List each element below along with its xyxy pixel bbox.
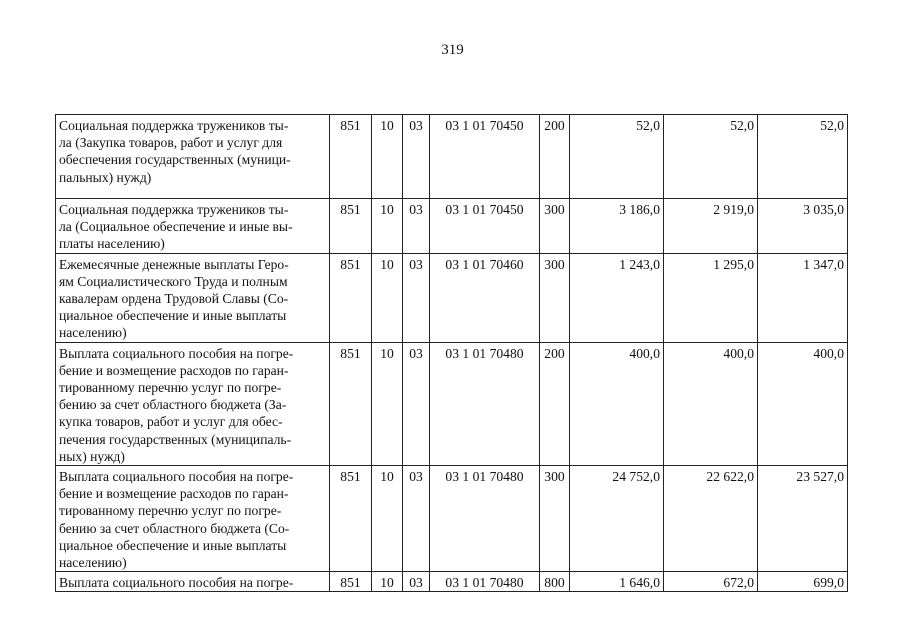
table-row <box>56 115 848 199</box>
description-line: Социальная поддержка тружеников ты- <box>59 202 289 217</box>
admin-code: 851 <box>330 572 372 592</box>
admin-code: 851 <box>330 199 372 254</box>
amount-year-2: 400,0 <box>664 342 758 465</box>
amount-year-2: 22 622,0 <box>664 466 758 572</box>
description-line: Выплата социального пособия на погре- <box>59 345 294 361</box>
subsection-code: 03 <box>403 466 430 572</box>
amount-year-1: 52,0 <box>570 115 664 199</box>
description-line: купка товаров, работ и услуг для обес- <box>59 414 283 430</box>
expense-description <box>56 199 330 254</box>
target-article-code: 03 1 01 70450 <box>430 115 540 199</box>
description-line: бение и возмещение расходов по гаран- <box>59 362 289 378</box>
expense-kind-code: 300 <box>540 466 570 572</box>
description-line: Выплата социального пособия на погре- <box>59 575 294 591</box>
description-line: платы населению) <box>59 236 165 252</box>
description-line: населению) <box>59 555 127 571</box>
subsection-code: 03 <box>403 199 430 254</box>
description-line: Социальная поддержка тружеников ты- <box>59 118 289 133</box>
table-row <box>56 253 848 342</box>
section-code: 10 <box>372 466 403 572</box>
amount-year-3: 23 527,0 <box>758 466 848 572</box>
amount-year-2: 1 295,0 <box>664 253 758 342</box>
description-line: бению за счет областного бюджета (За- <box>59 397 287 413</box>
section-code: 10 <box>372 199 403 254</box>
description-line: Выплата социального пособия на погре- <box>59 469 294 485</box>
description-line: ям Социалистического Труда и полным <box>59 273 288 289</box>
amount-year-1: 24 752,0 <box>570 466 664 572</box>
target-article-code: 03 1 01 70480 <box>430 342 540 465</box>
table-row <box>56 342 848 465</box>
table-row <box>56 466 848 572</box>
section-code: 10 <box>372 115 403 199</box>
description-line: тированному перечню услуг по погре- <box>59 503 282 519</box>
expense-description <box>56 115 330 199</box>
table-row <box>56 199 848 254</box>
expense-kind-code: 300 <box>540 253 570 342</box>
section-code: 10 <box>372 342 403 465</box>
description-line: бение и возмещение расходов по гаран- <box>59 486 289 502</box>
amount-year-1: 1 243,0 <box>570 253 664 342</box>
description-line: бению за счет областного бюджета (Со- <box>59 520 290 536</box>
description-line: печения государственных (муниципаль- <box>59 431 292 447</box>
subsection-code: 03 <box>403 253 430 342</box>
expense-description <box>56 572 330 592</box>
admin-code: 851 <box>330 466 372 572</box>
expense-kind-code: 300 <box>540 199 570 254</box>
amount-year-1: 1 646,0 <box>570 572 664 592</box>
budget-table <box>55 114 848 592</box>
amount-year-3: 699,0 <box>758 572 848 592</box>
expense-kind-code: 800 <box>540 572 570 592</box>
amount-year-1: 400,0 <box>570 342 664 465</box>
description-line: циальное обеспечение и иные выплаты <box>59 308 287 324</box>
table-row <box>56 572 848 592</box>
section-code: 10 <box>372 572 403 592</box>
description-line: ных) нужд) <box>59 448 125 464</box>
amount-year-3: 1 347,0 <box>758 253 848 342</box>
expense-kind-code: 200 <box>540 342 570 465</box>
page-number: 319 <box>441 42 464 58</box>
description-line: циальное обеспечение и иные выплаты <box>59 537 287 553</box>
description-line: ла (Закупка товаров, работ и услуг для <box>59 135 283 151</box>
description-line: ла (Социальное обеспечение и иные вы- <box>59 219 293 235</box>
description-line: тированному перечню услуг по погре- <box>59 380 282 396</box>
admin-code: 851 <box>330 342 372 465</box>
subsection-code: 03 <box>403 572 430 592</box>
section-code: 10 <box>372 253 403 342</box>
description-line: пальных) нужд) <box>59 169 152 185</box>
amount-year-2: 52,0 <box>664 115 758 199</box>
amount-year-2: 2 919,0 <box>664 199 758 254</box>
description-line: кавалерам ордена Трудовой Славы (Со- <box>59 291 289 307</box>
description-line: обеспечения государственных (муници- <box>59 152 291 168</box>
target-article-code: 03 1 01 70450 <box>430 199 540 254</box>
subsection-code: 03 <box>403 115 430 199</box>
subsection-code: 03 <box>403 342 430 465</box>
amount-year-3: 3 035,0 <box>758 199 848 254</box>
amount-year-3: 400,0 <box>758 342 848 465</box>
description-line: населению) <box>59 325 127 341</box>
expense-kind-code: 200 <box>540 115 570 199</box>
expense-description <box>56 253 330 342</box>
amount-year-1: 3 186,0 <box>570 199 664 254</box>
admin-code: 851 <box>330 115 372 199</box>
expense-description <box>56 342 330 465</box>
expense-description <box>56 466 330 572</box>
admin-code: 851 <box>330 253 372 342</box>
target-article-code: 03 1 01 70480 <box>430 466 540 572</box>
amount-year-2: 672,0 <box>664 572 758 592</box>
amount-year-3: 52,0 <box>758 115 848 199</box>
target-article-code: 03 1 01 70460 <box>430 253 540 342</box>
target-article-code: 03 1 01 70480 <box>430 572 540 592</box>
description-line: Ежемесячные денежные выплаты Геро- <box>59 256 289 272</box>
